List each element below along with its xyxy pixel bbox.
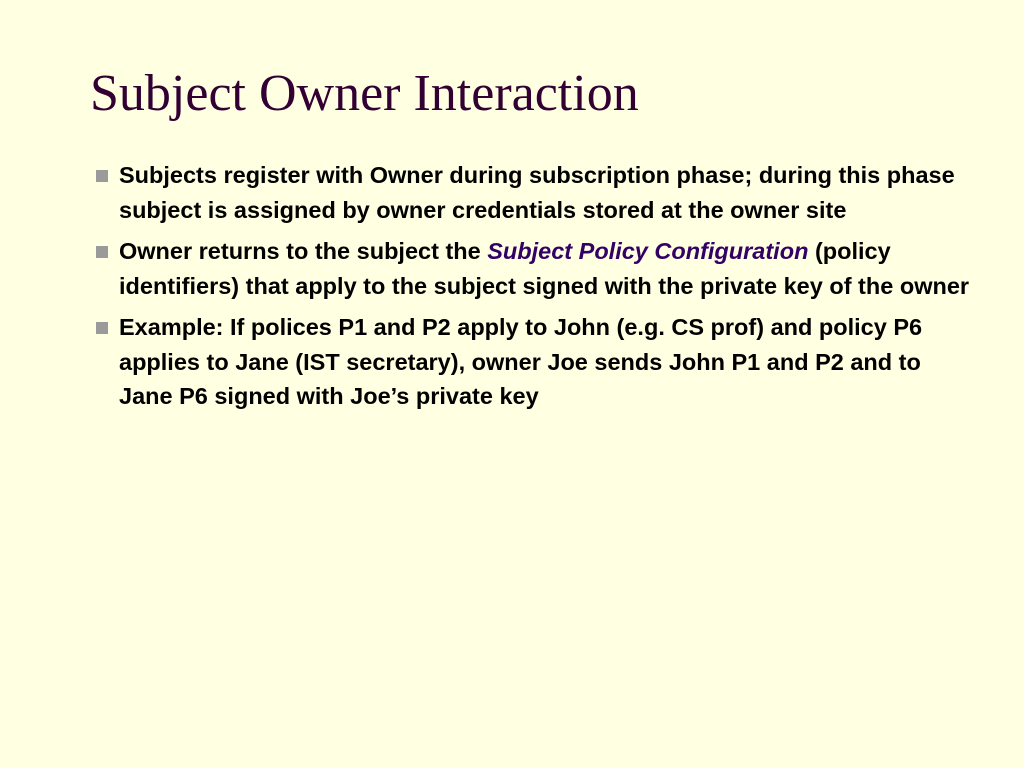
bullet-text: Subjects register with Owner during subscription phase; during this phase subject is assigned by owner credentials stored at the owner site [119,162,955,223]
square-bullet-icon [96,322,108,334]
slide-title: Subject Owner Interaction [90,65,639,122]
bullet-item-example [96,310,976,414]
bullet-item-subscription [96,158,976,227]
square-bullet-icon [96,170,108,182]
square-bullet-icon [96,246,108,258]
bullet-text-post: (policy identifiers) that apply to the subject signed with the private key of the owner [119,238,970,299]
bullet-list [96,158,976,421]
bullet-text: Example: If polices P1 and P2 apply to John (e.g. CS prof) and policy P6 applies to Jane (IST secretary), owner Joe sends John P1 and P2 and to Jane P6 signed with Joe’s private key [119,314,923,409]
bullet-emphasis: Subject Policy Configuration [487,238,809,264]
bullet-item-policy-configuration [96,234,976,303]
bullet-text-pre: Owner returns to the subject the [119,238,488,264]
